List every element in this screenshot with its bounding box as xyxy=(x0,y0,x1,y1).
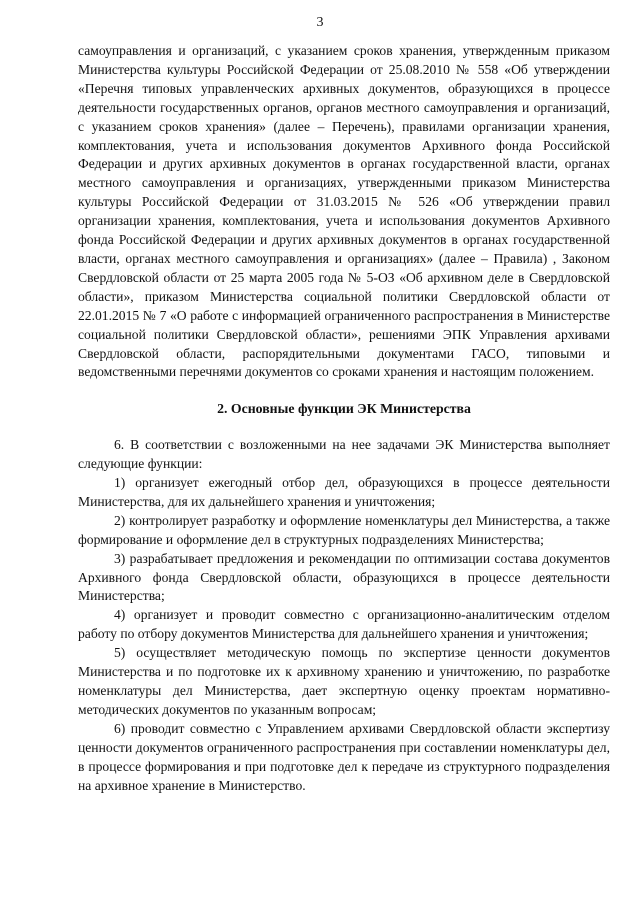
section-lead-paragraph: 6. В соответствии с возложенными на нее задачами ЭК Министерства выполняет следующие функции: xyxy=(78,437,610,472)
function-item-6: 6) проводит совместно с Управлением архивами Свердловской области экспертизу ценности документов ограниченного распространения при составлении номенклатуры дел, в процессе формирования и при подготовке дел к передаче из структурного подразделения на архивное хранение в Министерство. xyxy=(78,720,610,793)
function-item-4: 4) организует и проводит совместно с организационно-аналитическим отделом работу по отбору документов Министерства для дальнейшего хранения и уничтожения; xyxy=(78,607,610,642)
page-number: 3 xyxy=(316,15,324,30)
document-body xyxy=(78,42,610,795)
intro-paragraph: самоуправления и организаций, с указанием сроков хранения, утвержденным приказом Министерства культуры Российской Федерации от 25.08.2010 № 558 «Об утверждении «Перечня типовых управленческих архивных документов, образующихся в процессе деятельности государственных органов, органов местного самоуправления и организаций, с указанием сроков хранения» (далее – Перечень), правилами организации хранения, комплектования, учета и использования документов Архивного фонда Российской Федерации и других архивных документов в органах государственной власти, органах местного самоуправления и организациях, утвержденными приказом Министерства культуры Российской Федерации от 31.03.2015 № 526 «Об утверждении правил организации хранения, комплектования, учета и использования документов Архивного фонда Российской Федерации и других архивных документов в органах государственной власти, органах местного самоуправления и организациях» (далее – Правила) , Законом Свердловской области от 25 марта 2005 года № 5-ОЗ «Об архивном деле в Свердловской области», приказом Министерства социальной политики Свердловской области от 22.01.2015 № 7 «О работе с информацией ограниченного распространения в Министерстве социальной политики Свердловской области», решениями ЭПК Управления архивами Свердловской области, распорядительными документами ГАСО, типовыми и ведомственными перечнями документов со сроками хранения и настоящим положением. xyxy=(78,43,610,380)
function-item-3: 3) разрабатывает предложения и рекомендации по оптимизации состава документов Архивного фонда Свердловской области, образующихся в процессе деятельности Министерства; xyxy=(78,550,610,604)
function-item-5: 5) осуществляет методическую помощь по экспертизе ценности документов Министерства и по подготовке их к архивному хранению и уничтожению, по разработке номенклатуры дел Министерства, дает экспертную оценку проектам нормативно-методических документов по указанным вопросам; xyxy=(78,645,610,717)
section-heading: 2. Основные функции ЭК Министерства xyxy=(217,401,471,417)
function-item-1: 1) организует ежегодный отбор дел, образующихся в процессе деятельности Министерства, для их дальнейшего хранения и уничтожения; xyxy=(78,475,610,509)
function-item-2: 2) контролирует разработку и оформление номенклатуры дел Министерства, а также формирование и оформление дел в структурных подразделениях Министерства; xyxy=(78,512,610,547)
